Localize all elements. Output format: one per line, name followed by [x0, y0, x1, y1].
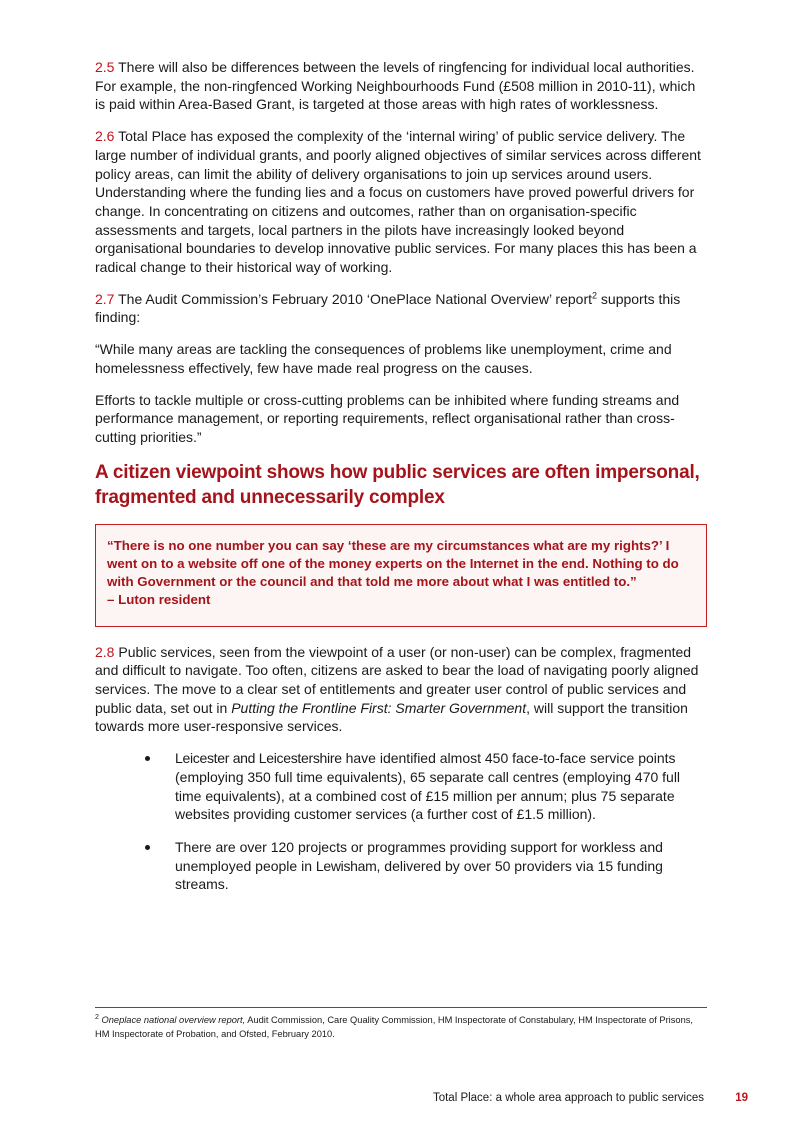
footnote-divider [95, 1007, 707, 1008]
list-item-text-end: , delivered by over 50 providers via 15 funding streams. [175, 857, 663, 893]
place-name: Lewisham [315, 857, 377, 874]
list-item-text: have identified almost 450 face-to-face service points (employing 350 full time equivalents), 65 separate call centres (employing 470 full time equivalents), at a combined cost of £15 million per annum; plus 75 separate websites providing customer services (a further cost of £1.5 million). [175, 750, 681, 823]
paragraph-text: Total Place has exposed the complexity of the ‘internal wiring’ of public service delivery. The large number of individual grants, and poorly aligned objectives of similar services across different policy areas, can limit the ability of delivery organisations to join up services around users. Understanding where the funding lies and a focus on customers have proved powerful drivers for change. In concentrating on citizens and outcomes, rather than on organisation-specific assessments and targets, local partners in the pilots have increasingly looked beyond organisational boundaries to develop innovative public services. For many places this has been a radical change to their historical way of working. [95, 128, 701, 276]
footnote-text: Audit Commission, Care Quality Commission, HM Inspectorate of Constabulary, HM Inspectorate of Prisons, HM Inspectorate of Probation, and Ofsted, February 2010. [95, 1015, 693, 1039]
paragraph-2-5 [95, 58, 707, 114]
bullet-icon [145, 845, 150, 850]
callout-quote: “There is no one number you can say ‘these are my circumstances what are my rights?’ I went on to a website off one of the money experts on the Internet in the end. Nothing to do with Government or the council and that told me more about what I was entitled to.” [107, 537, 679, 589]
paragraph-text-end: , will support the transition towards more user-responsive services. [95, 699, 688, 735]
footer-title: Total Place: a whole area approach to public services [432, 1092, 704, 1104]
list-item [95, 838, 707, 894]
callout-quote-box [95, 524, 707, 627]
page-number: 19 [735, 1092, 748, 1104]
paragraph-2-6 [95, 127, 707, 277]
paragraph-2-8 [95, 643, 707, 737]
quoted-paragraph: “While many areas are tackling the consequences of problems like unemployment, crime and homelessness effectively, few have made real progress on the causes. [95, 341, 672, 376]
footnote-title: Oneplace national overview report, [101, 1015, 246, 1025]
paragraph-number: 2.6 [95, 128, 115, 145]
section-heading: A citizen viewpoint shows how public services are often impersonal, fragmented and unnecessarily complex [95, 461, 700, 508]
place-name: Leicester and Leicestershire [175, 750, 342, 767]
paragraph-number: 2.8 [95, 643, 115, 660]
main-content [95, 58, 707, 908]
list-item [95, 749, 707, 824]
page-footer [433, 1090, 748, 1106]
paragraph-2-7 [95, 290, 707, 327]
publication-title: Putting the Frontline First: Smarter Government [231, 699, 527, 716]
paragraph-text: Public services, seen from the viewpoint of a user (or non-user) can be complex, fragmented and difficult to navigate. Too often, citizens are asked to bear the load of navigating poorly aligned services. The move to a clear set of entitlements and greater user control of public services and public data, set out in [95, 643, 699, 716]
footnote [95, 1013, 707, 1041]
footnote-number: 2 [95, 1013, 99, 1021]
footnote-reference: 2 [592, 290, 598, 301]
paragraph-text-end: supports this finding: [95, 290, 681, 326]
bullet-list [95, 749, 707, 894]
paragraph-text: There will also be differences between the levels of ringfencing for individual local authorities. For example, the non-ringfenced Working Neighbourhoods Fund (£508 million in 2010-11), which is paid within Area-Based Grant, is targeted at those areas with high rates of worklessness. [95, 59, 696, 113]
list-item-text: There are over 120 projects or programmes providing support for workless and unemployed people in [175, 838, 663, 874]
paragraph-number: 2.7 [95, 290, 115, 307]
paragraph-number: 2.5 [95, 59, 115, 75]
quoted-paragraph: Efforts to tackle multiple or cross-cutting problems can be inhibited where funding streams and performance management, or reporting requirements, reflect organisational rather than cross-cutting priorities.” [95, 391, 680, 445]
callout-attribution: – Luton resident [107, 591, 211, 607]
paragraph-text: The Audit Commission’s February 2010 ‘OnePlace National Overview’ report [118, 290, 592, 307]
bullet-icon [145, 756, 150, 761]
